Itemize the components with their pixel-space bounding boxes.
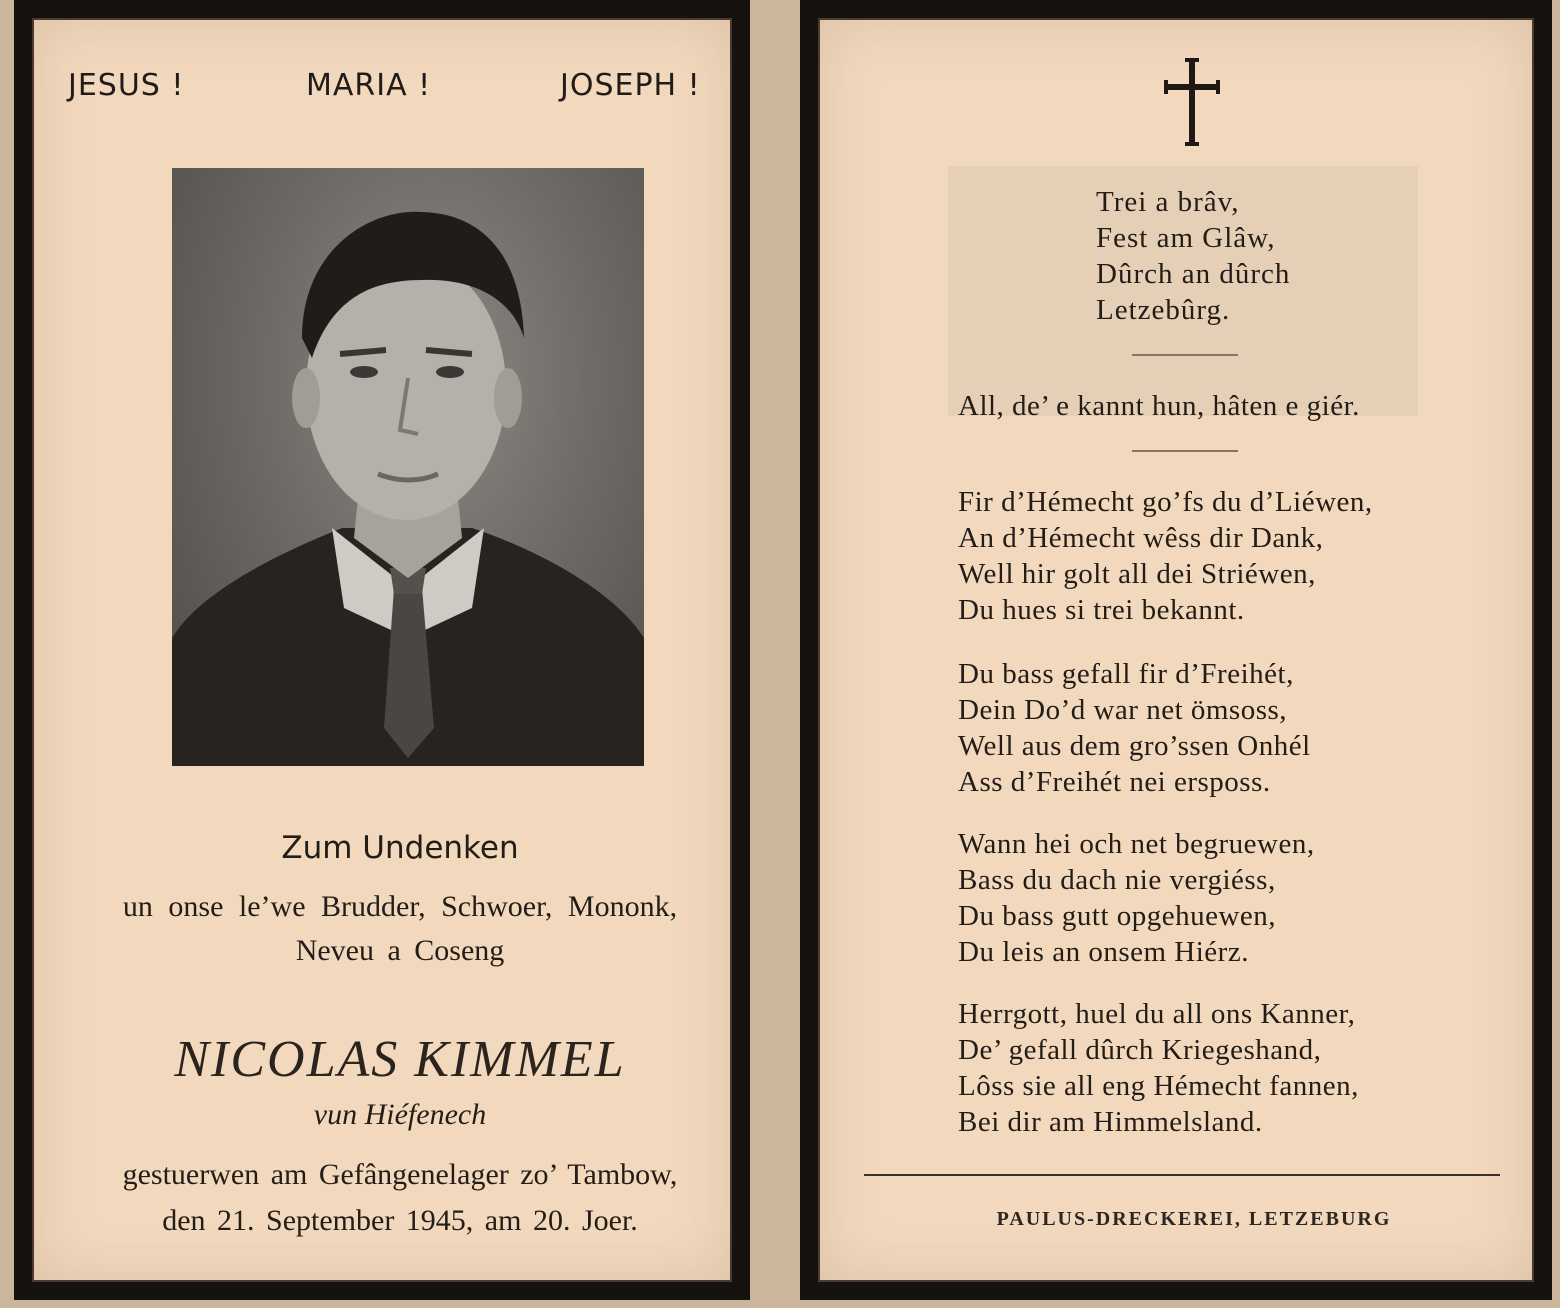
poem-line: Ass d’Freihét nei ersposs. [958, 766, 1271, 798]
poem-line: An d’Hémecht wêss dir Dank, [958, 522, 1324, 554]
hometown-line: vun Hiéfenech [313, 1098, 487, 1131]
motto-line: Trei a brâv, [1096, 186, 1240, 218]
deceased-name: NICOLAS KIMMEL [174, 1031, 626, 1088]
poem-line: De’ gefall dûrch Kriegeshand, [958, 1034, 1322, 1066]
epitaph-line: All, de’ e kannt hun, hâten e giér. [958, 390, 1360, 422]
death-date-line: den 21. September 1945, am 20. Joer. [162, 1204, 638, 1237]
poem-line: Du bass gutt opgehuewen, [958, 900, 1277, 932]
poem-line: Fir d’Hémecht go’fs du d’Liéwen, [958, 486, 1373, 518]
motto-block [948, 166, 1418, 416]
invocation-maria: MARIA ! [306, 68, 432, 103]
poem-line: Well hir golt all dei Striéwen, [958, 558, 1316, 590]
relation-line: un onse le’we Brudder, Schwoer, Mononk, [122, 890, 678, 923]
memorial-card-front [14, 0, 750, 1300]
motto-line: Dûrch an dûrch [1096, 258, 1291, 290]
poem-line: Wann hei och net begruewen, [958, 828, 1315, 860]
poem-line: Dein Do’d war net ömsoss, [958, 694, 1288, 726]
memorial-heading: Zum Undenken [281, 830, 519, 866]
printer-rule [864, 1174, 1500, 1176]
invocation-jesus: JESUS ! [68, 68, 185, 103]
divider [1132, 354, 1238, 356]
motto-line: Fest am Glâw, [1096, 222, 1276, 254]
poem-line: Well aus dem gro’ssen Onhél [958, 730, 1311, 762]
latin-cross-icon [1160, 58, 1224, 148]
poem-line: Bei dir am Himmelsland. [958, 1106, 1263, 1138]
poem-line: Du bass gefall fir d’Freihét, [958, 658, 1294, 690]
invocation-joseph: JOSEPH ! [560, 68, 701, 103]
poem-line: Bass du dach nie vergiéss, [958, 864, 1276, 896]
poem-line: Lôss sie all eng Hémecht fannen, [958, 1070, 1359, 1102]
poem-line: Herrgott, huel du all ons Kanner, [958, 998, 1356, 1030]
divider [1132, 450, 1238, 452]
death-place-line: gestuerwen am Gefângenelager zo’ Tambow, [122, 1158, 678, 1191]
poem-line: Du hues si trei bekannt. [958, 594, 1245, 626]
printer-credit: PAULUS-DRECKEREI, LETZEBURG [996, 1208, 1392, 1230]
relation-line-continued: Neveu a Coseng [295, 934, 505, 967]
portrait-photo [172, 168, 644, 766]
memorial-card-back [800, 0, 1552, 1300]
poem-line: Du leis an onsem Hiérz. [958, 936, 1249, 968]
motto-line: Letzebûrg. [1096, 294, 1231, 326]
